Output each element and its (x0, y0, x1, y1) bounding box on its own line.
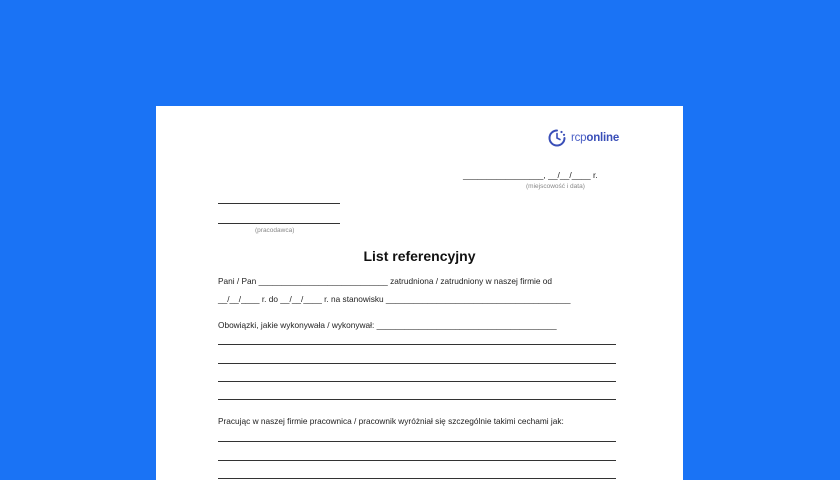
duties-label: Obowiązki, jakie wykonywała / wykonywał: _______________________________________ (218, 320, 557, 330)
duties-line-4 (218, 399, 616, 400)
employee-line: Pani / Pan ____________________________ zatrudniona / zatrudniony w naszej firmie od (218, 276, 552, 286)
logo-suffix: online (586, 132, 620, 144)
traits-line-2 (218, 460, 616, 461)
duties-line-2 (218, 363, 616, 364)
duties-line-1 (218, 344, 616, 345)
employer-caption: (pracodawca) (255, 227, 295, 234)
document-page (156, 106, 683, 480)
logo-prefix: rcp (571, 132, 587, 144)
place-date-field: _________________, __/__/____ r. (463, 170, 598, 180)
place-date-caption: (miejscowość i data) (526, 183, 585, 190)
document-title: List referencyjny (363, 248, 476, 264)
employer-line-2 (218, 223, 340, 224)
employer-line-1 (218, 203, 340, 204)
traits-label: Pracując w naszej firmie pracownica / pracownik wyróżniał się szczególnie takimi cechami jak: (218, 416, 564, 426)
rcponline-logo (547, 128, 619, 148)
traits-line-1 (218, 441, 616, 442)
traits-line-3 (218, 478, 616, 479)
employment-period-line: __/__/____ r. do __/__/____ r. na stanowisku ________________________________________ (218, 294, 571, 304)
duties-line-3 (218, 381, 616, 382)
clock-logo-icon (547, 128, 567, 148)
logo-text (571, 132, 619, 144)
